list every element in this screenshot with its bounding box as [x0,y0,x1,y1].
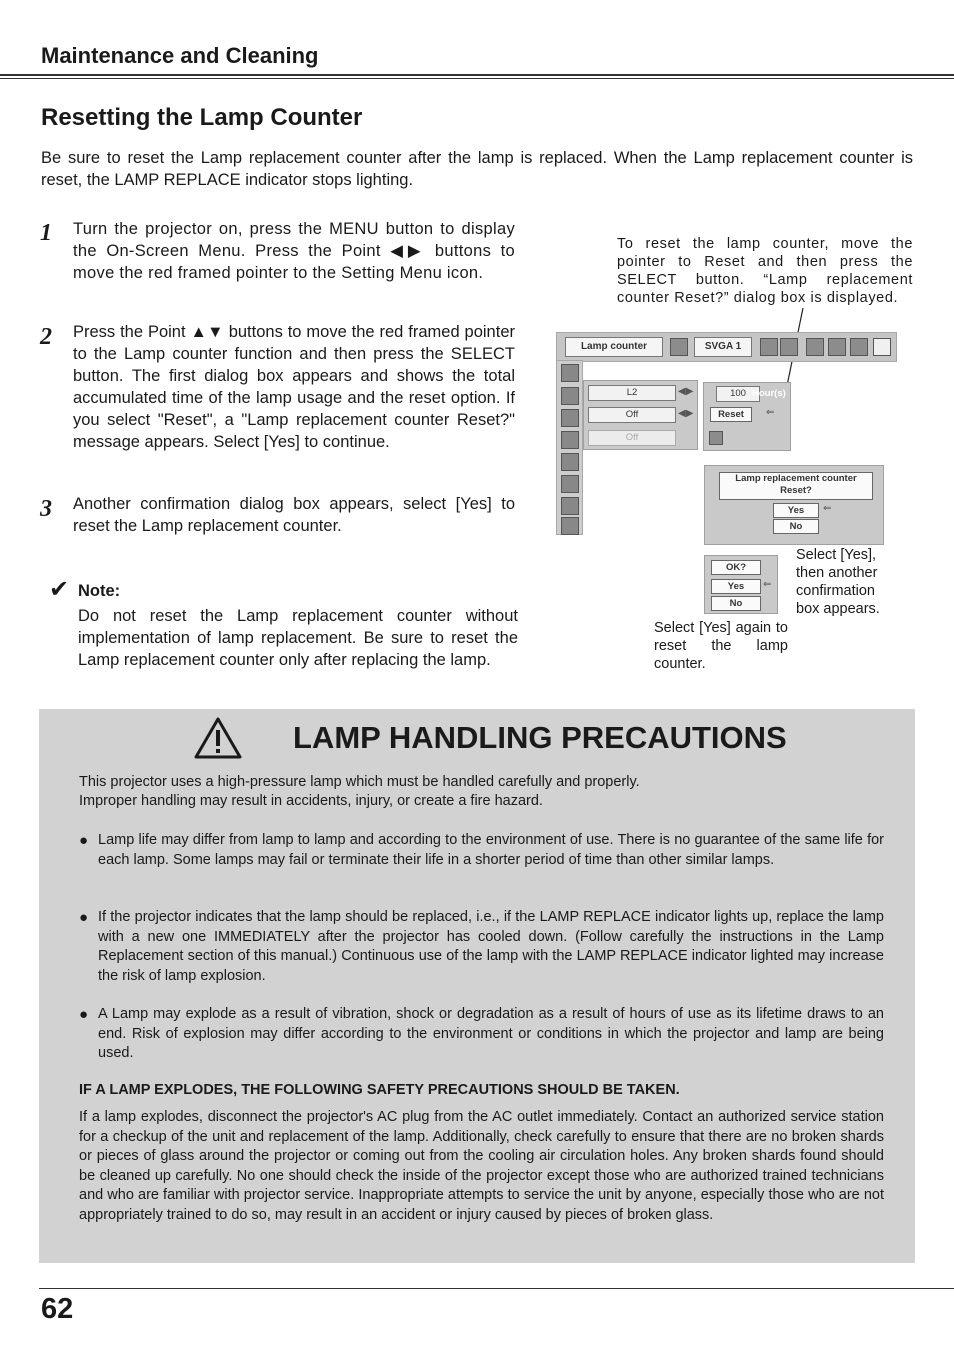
osd-side-menu [556,360,583,535]
setting-icon [828,338,846,356]
bullet-icon: ● [79,909,89,926]
screen-icon [780,338,798,356]
reset-dialog-line1: Lamp replacement counter [735,473,857,484]
reset-dialog-message [719,472,873,500]
page-title: Resetting the Lamp Counter [41,104,363,131]
osd-settings-panel [583,380,698,450]
filter-icon [561,453,579,471]
up-arrow-icon [561,364,579,382]
fan-icon-2 [561,409,579,427]
step-2-text: Press the Point ▲▼ buttons to move the red framed pointer to the Lamp counter function and then press the SELECT button. The first dialog box appears and shows the total accumulated time of the lamp usage and the reset option. If you select "Reset", a "Lamp replacement counter Reset?" message appears. Select [Yes] to continue. [73,323,515,451]
precaution-bullet-2: If the projector indicates that the lamp should be replaced, i.e., if the LAMP REPLACE indicator lights up, replace the lamp with a new one IMMEDIATELY after the projector has cooled down. (Follow carefully the instructions in the Lamp Replacement section of this manual.) Continuous use of the lamp with the LAMP REPLACE indicator lighted may increase the risk of lamp explosion. [98,909,884,984]
closed-caption-icon [561,431,579,449]
note-text: Do not reset the Lamp replacement counter without implementation of lamp replacement. Be sure to reset the Lamp replacement counter only after replacing the lamp. [78,607,518,669]
osd-tab-input: SVGA 1 [694,337,752,357]
footer-rule [39,1288,954,1289]
header-rule [0,74,954,76]
ok-dialog-title: OK? [711,560,761,575]
lamp-icon [561,475,579,493]
step-1-text: Turn the projector on, press the MENU button to display the On-Screen Menu. Press the Point ◀▶ buttons to move the red framed pointer to the Setting Menu icon. [73,220,515,282]
callout-top: To reset the lamp counter, move the pointer to Reset and then press the SELECT button. “Lamp replacement counter Reset?” dialog box is displayed. [617,236,913,306]
ok-confirm-dialog [704,555,778,614]
explosion-subheading: IF A LAMP EXPLODES, THE FOLLOWING SAFETY PRECAUTIONS SHOULD BE TAKEN. [79,1082,680,1098]
reset-button[interactable]: Reset [710,407,752,422]
note-label: Note: [78,582,121,600]
page-number: 62 [41,1293,74,1325]
pointer-arrow-icon-2: ⇐ [823,503,832,514]
setting-menu-icon [873,338,891,356]
reset-yes-button[interactable]: Yes [773,503,819,518]
hours-unit: Hour(s) [752,388,786,399]
callout-bottom: Select [Yes] again to reset the lamp counter. [654,620,788,672]
pointer-arrow-icon: ⇐ [766,407,775,418]
precautions-intro-1: This projector uses a high-pressure lamp which must be handled carefully and properly. [79,774,640,790]
ok-no-button[interactable]: No [711,596,761,611]
precaution-bullet-3: A Lamp may explode as a result of vibration, shock or degradation as a result of hours of use as its lifetime draws to an end. Risk of explosion may differ according to the environment or conditions in which the projector and lamp are being used. [98,1006,884,1061]
bullet-icon: ● [79,832,89,849]
ok-yes-button[interactable]: Yes [711,579,761,594]
checkmark-icon: ✔ [49,576,70,603]
cc-field: Off [588,430,676,446]
header-rule-thin [0,78,954,79]
precautions-intro-2: Improper handling may result in accidents, injury, or create a fire hazard. [79,793,543,809]
step-3-number: 3 [40,496,52,522]
bullet-icon: ● [79,1006,89,1023]
step-1-number: 1 [40,220,52,246]
input-icon [670,338,688,356]
explosion-paragraph: If a lamp explodes, disconnect the projector's AC plug from the AC outlet immediately. Contact an authorized service station for a checkup of the unit and replacement of the lamp. Additionally, check carefully to ensure that there are no broken shards or pieces of glass around the projector or coming out from the cooling air circulation holes. Any broken shards found should be cleaned up carefully. No one should check the inside of the projector except those who are authorized trained technicians and who are familiar with projector service. Inappropriate attempts to service the unit by anyone, especially those who are not appropriately trained to do so, may result in an accident or injury caused by pieces of broken glass. [79,1109,884,1223]
pointer-arrow-icon-3: ⇐ [763,579,772,590]
hours-value: 100 [716,386,760,402]
step-2-number: 2 [40,324,52,350]
reset-no-button[interactable]: No [773,519,819,534]
step-3-text: Another confirmation dialog box appears, select [Yes] to reset the Lamp replacement counter. [73,495,515,535]
osd-menu-bar [556,332,897,362]
exit-icon-small [709,431,723,445]
lamp-mode-field: L2 [588,385,676,401]
fan-icon [561,387,579,405]
left-right-arrows-icon: ◀▶ [678,386,694,397]
sound-icon [806,338,824,356]
left-right-arrows-icon-2: ◀▶ [678,408,694,419]
osd-tab-lamp-counter: Lamp counter [565,337,663,357]
exit-icon [561,517,579,535]
section-header: Maintenance and Cleaning [41,43,319,68]
osd-lamp-counter-panel [703,382,791,451]
intro-paragraph: Be sure to reset the Lamp replacement counter after the lamp is replaced. When the Lamp replacement counter is reset, the LAMP REPLACE indicator stops lighting. [41,149,913,189]
callout-right: Select [Yes], then another confirmation box appears. [796,547,880,617]
info-icon [850,338,868,356]
down-arrow-icon [561,497,579,515]
image-icon [760,338,778,356]
fan-field: Off [588,407,676,423]
precautions-title: LAMP HANDLING PRECAUTIONS [293,720,787,755]
reset-dialog-line2: Reset? [780,485,812,496]
precaution-bullet-1: Lamp life may differ from lamp to lamp and according to the environment of use. There is no guarantee of the same life for each lamp. Some lamps may fail or terminate their life in a shorter period of time than other similar lamps. [98,832,884,868]
warning-icon [193,716,243,760]
reset-confirm-dialog [704,465,884,545]
